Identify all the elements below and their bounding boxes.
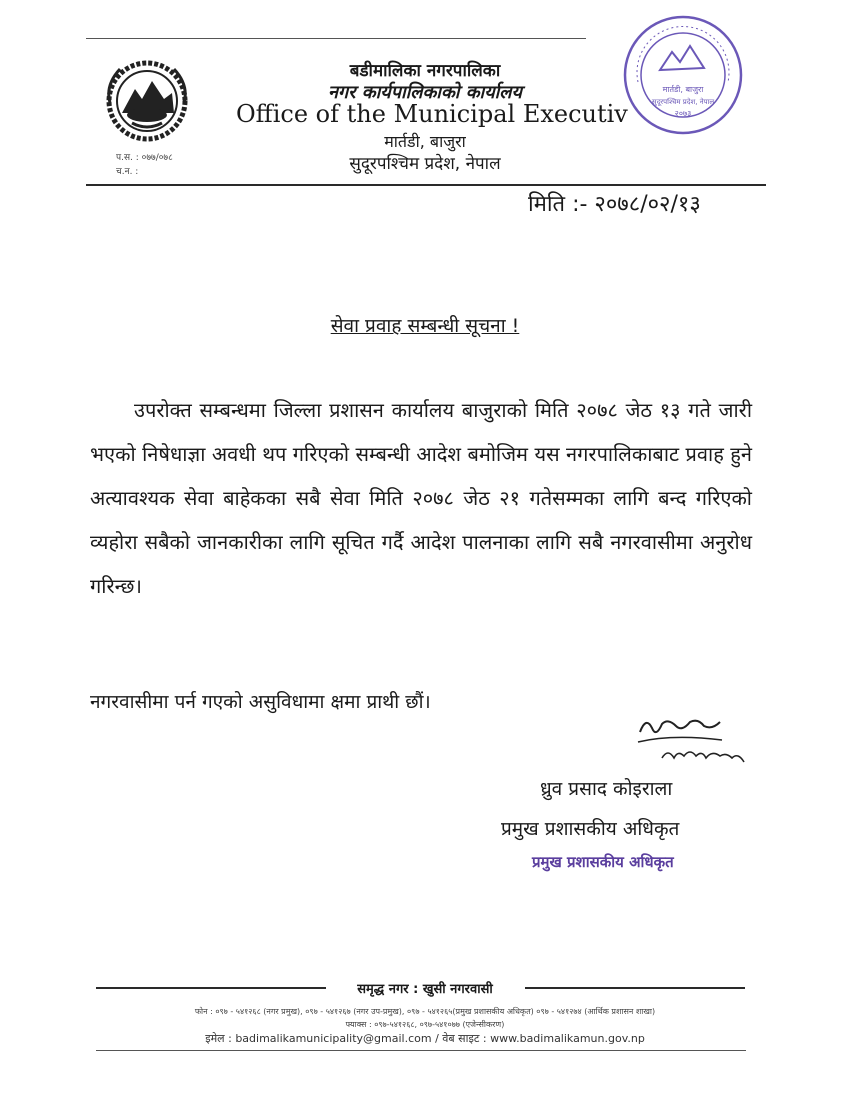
svg-text:मार्तडी, बाजुरा: मार्तडी, बाजुरा [662, 85, 704, 94]
notice-date: मिति :- २०७८/०२/१३ [528, 192, 701, 217]
office-location-np: मार्तडी, बाजुरा [384, 132, 466, 151]
signatory-title: प्रमुख प्रशासकीय अधिकृत [501, 818, 680, 840]
notice-subject [0, 312, 850, 338]
footer-phone-numbers: फोन : ०९७ - ५४१२६८ (नगर प्रमुख), ०९७ - ५४१२६७ (नगर उप-प्रमुख), ०९७ - ५४१२६५(प्रमुख प्रशासकीय अधिकृत) ०९७ - ५४१२७४ (आर्थिक प्रशासन शाखा) [194, 1007, 656, 1016]
svg-text:सुदूरपश्चिम प्रदेश, नेपाल: सुदूरपश्चिम प्रदेश, नेपाल [651, 98, 715, 106]
footer-motto: समृद्ध नगर : खुसी नगरवासी [357, 982, 493, 997]
header-top-rule [86, 38, 586, 39]
handwritten-signature [632, 712, 772, 770]
office-province-np: सुदूरपश्चिम प्रदेश, नेपाल [349, 154, 501, 174]
municipality-name-np: बडीमालिका नगरपालिका [349, 61, 501, 81]
header-bottom-rule [86, 184, 766, 186]
closing-line: नगरवासीमा पर्न गएको असुविधामा क्षमा प्राथी छौं। [90, 691, 431, 713]
footer-email-website: इमेल : badimalikamunicipality@gmail.com / वेब साइट : www.badimalikamun.gov.np [205, 1032, 645, 1045]
office-name-en: Office of the Municipal Executiv [236, 100, 628, 128]
office-name-np: नगर कार्यपालिकाको कार्यालय [328, 82, 522, 103]
notice-subject-text: सेवा प्रवाह सम्बन्धी सूचना ! [330, 315, 520, 337]
dispatch-number: च.न. : [116, 167, 139, 177]
municipal-seal-stamp [620, 12, 746, 138]
footer-bottom-rule [96, 1050, 746, 1051]
footer-fax-numbers: फ्याक्स : ०९७-५४१२६८, ०९७-५४१०७७ (एजेन्सीकरण) [345, 1020, 505, 1029]
signatory-name: ध्रुव प्रसाद कोइराला [540, 778, 673, 800]
svg-text:२०७३: २०७३ [674, 109, 692, 118]
signatory-title-stamp: प्रमुख प्रशासकीय अधिकृत [532, 853, 674, 871]
notice-body: उपरोक्त सम्बन्धमा जिल्ला प्रशासन कार्यालय बाजुराको मिति २०७८ जेठ १३ गते जारी भएको निषेधाज्ञा अवधी थप गरिएको सम्बन्धी आदेश बमोजिम यस नगरपालिकाबाट प्रवाह हुने अत्यावश्यक सेवा बाहेकका सबै सेवा मिति २०७८ जेठ २१ गतेसम्मका लागि बन्द गरिएको व्यहोरा सबैको जानकारीका लागि सूचित गर्दै आदेश पालनाका लागि सबै नगरवासीमा अनुरोध गरिन्छ। [90, 398, 752, 598]
reference-number: प.स. : ०७७/०७८ [116, 153, 173, 163]
